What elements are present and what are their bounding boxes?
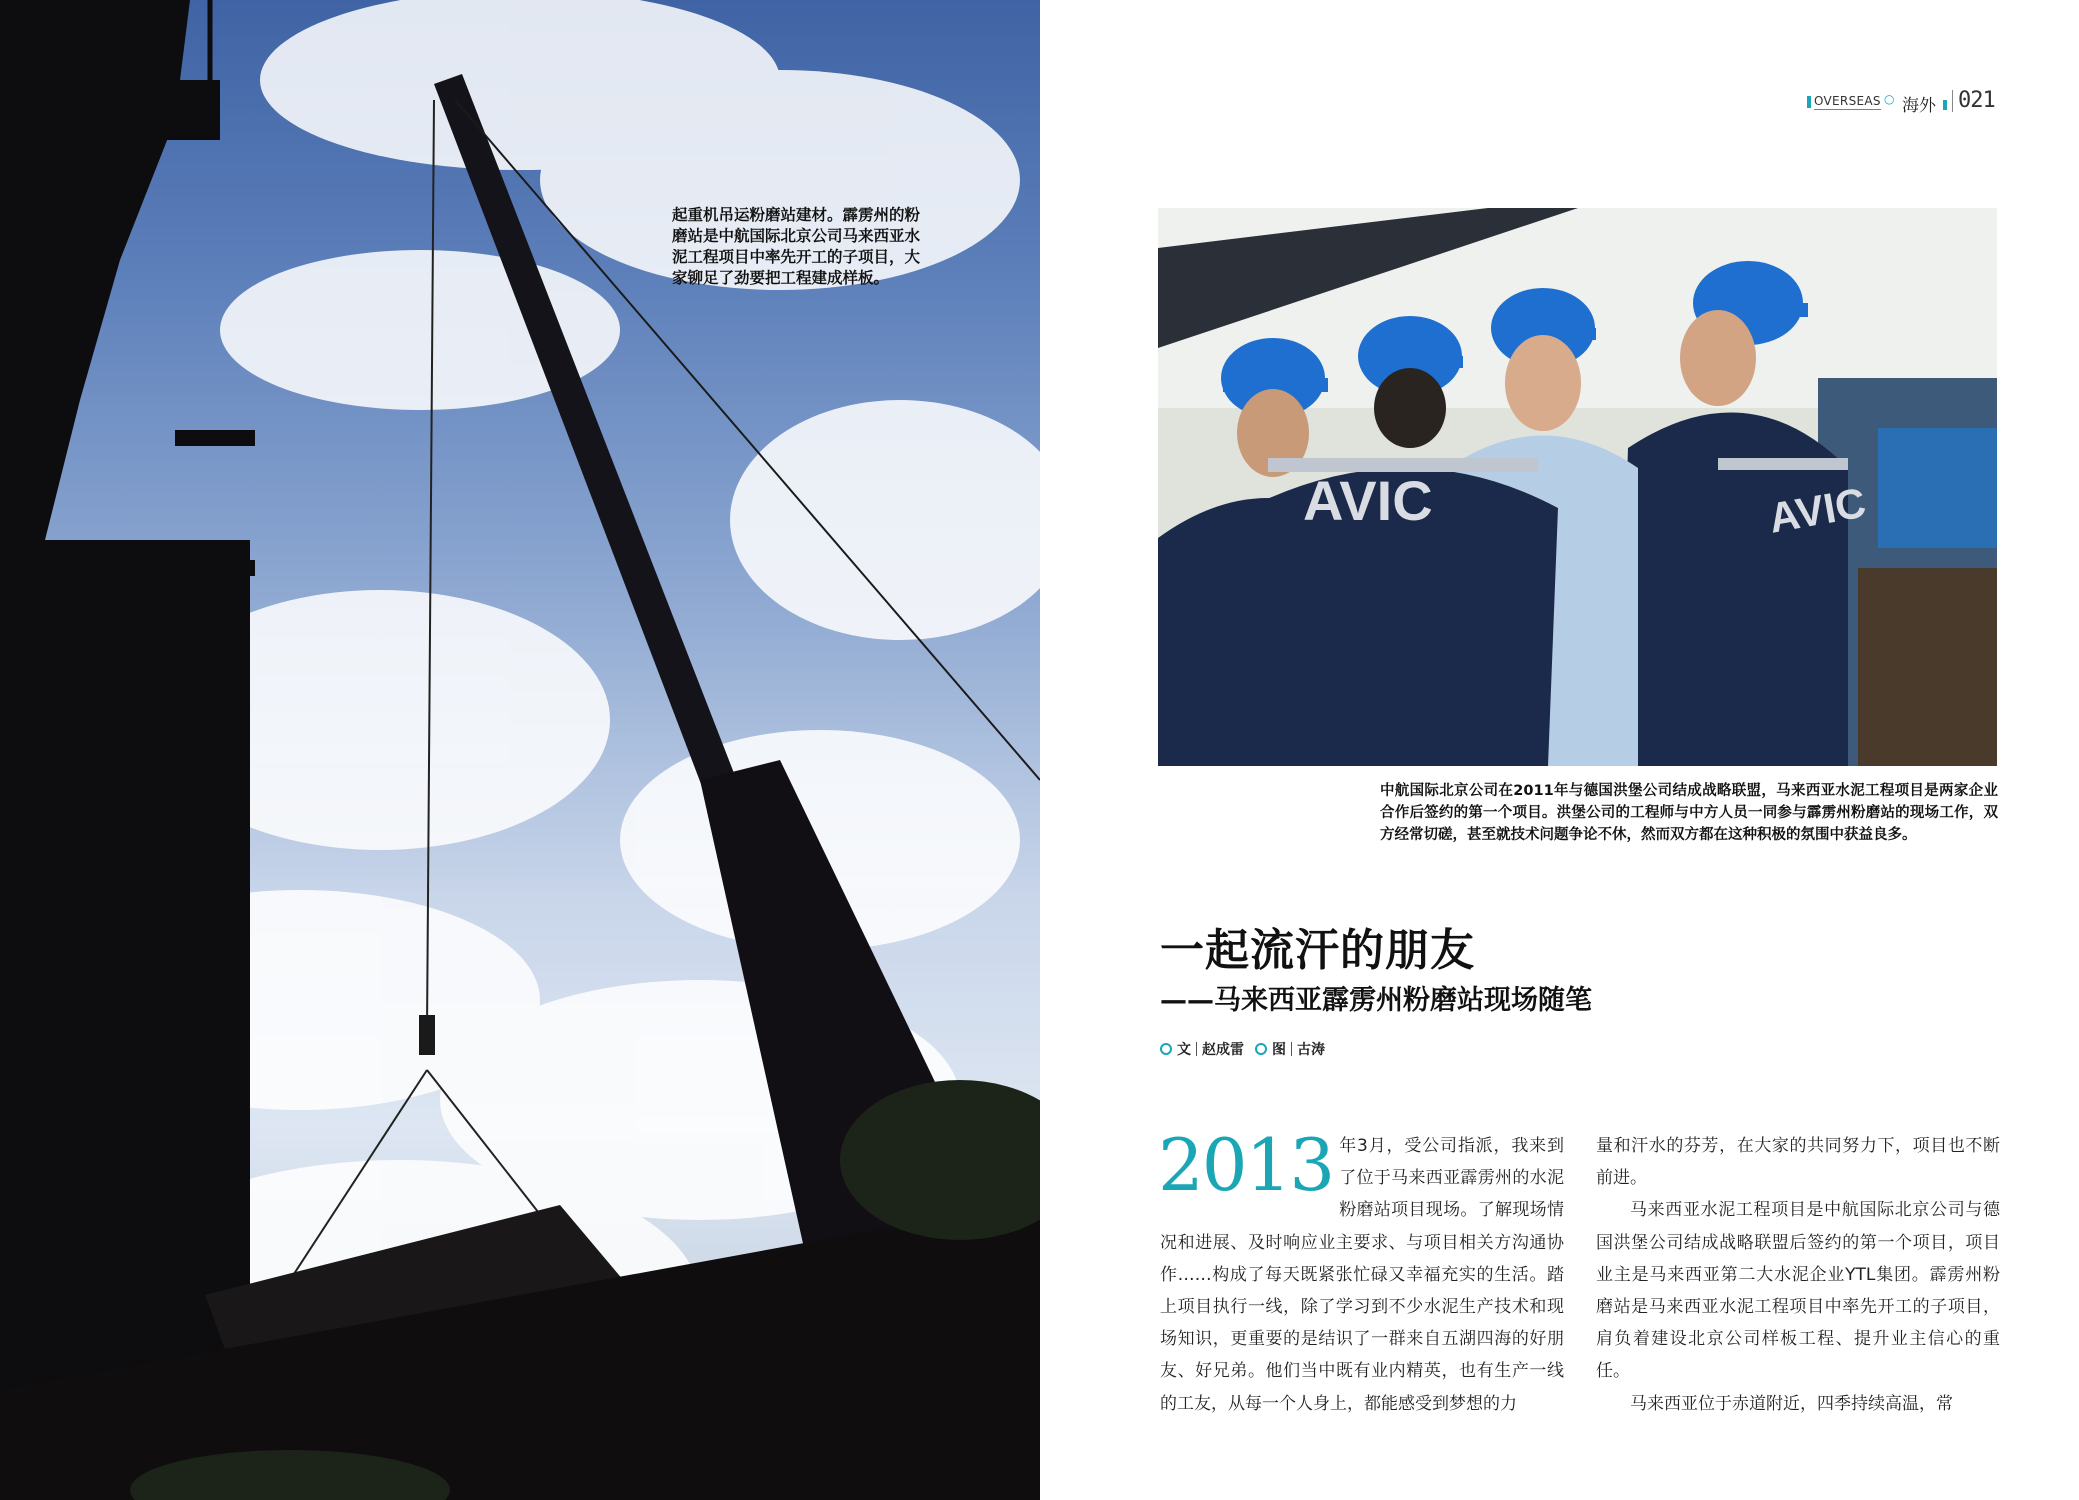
article-title: 一起流汗的朋友 xyxy=(1160,925,1475,976)
article-paragraph: 马来西亚位于赤道附近，四季持续高温，常 xyxy=(1630,1393,1953,1414)
page-number: 021 xyxy=(1958,88,1995,113)
section-label-cn: 海外 xyxy=(1902,96,1936,116)
ring-icon xyxy=(1160,1043,1172,1055)
article-paragraph: 年3月，受公司指派，我来到了位于马来西亚霹雳州的水泥粉磨站项目现场。了解现场情况和进展、及时响应业主要求、与项目相关方沟通协作……构成了每天既紧张忙碌又幸福充实的生活。踏上项目执行一线，除了学习到不少水泥生产技术和现场知识，更重要的是结识了一群来自五湖四海的好朋友、好兄弟。他们当中既有业内精英，也有生产一线的工友，从每一个人身上，都能感受到梦想的力 xyxy=(1160,1136,1564,1414)
article-column-2 xyxy=(1596,1130,2000,1420)
author-name: 赵成雷 xyxy=(1202,1042,1244,1058)
ring-icon: ○ xyxy=(1884,92,1895,106)
byline-divider xyxy=(1291,1042,1292,1056)
engineers-photo-caption: 中航国际北京公司在2011年与德国洪堡公司结成战略联盟，马来西亚水泥工程项目是两家企业合作后签约的第一个项目。洪堡公司的工程师与中方人员一同参与霹雳州粉磨站的现场工作，双方经常切磋，甚至就技术问题争论不休，然而双方都在这种积极的氛围中获益良多。 xyxy=(1380,783,1998,843)
header-divider xyxy=(1952,90,1953,112)
article-paragraph: 量和汗水的芬芳，在大家的共同努力下，项目也不断前进。 xyxy=(1596,1136,2000,1189)
article-subtitle: ——马来西亚霹雳州粉磨站现场随笔 xyxy=(1160,985,1592,1016)
photographer-name: 古涛 xyxy=(1297,1042,1325,1058)
page-header xyxy=(1790,88,2040,118)
vest-text-2: AVIC xyxy=(1765,478,1870,542)
section-marker-2 xyxy=(1943,100,1947,110)
engineers-illustration xyxy=(1158,208,1997,766)
text-label: 文 xyxy=(1177,1042,1191,1058)
vest-text-1: AVIC xyxy=(1303,469,1433,532)
section-marker xyxy=(1807,96,1811,108)
article-paragraph: 马来西亚水泥工程项目是中航国际北京公司与德国洪堡公司结成战略联盟后签约的第一个项目，项目业主是马来西亚第二大水泥企业YTL集团。霹雳州粉磨站是马来西亚水泥工程项目中率先开工的子项目，肩负着建设北京公司样板工程、提升业主信心的重任。 xyxy=(1596,1200,2000,1382)
section-label-en: OVERSEAS xyxy=(1814,94,1881,108)
engineers-photo xyxy=(1158,208,1997,766)
dropcap-year: 2013 xyxy=(1158,1123,1334,1207)
ring-icon xyxy=(1255,1043,1267,1055)
crane-photo-caption: 起重机吊运粉磨站建材。霹雳州的粉磨站是中航国际北京公司马来西亚水泥工程项目中率先开工的子项目，大家铆足了劲要把工程建成样板。 xyxy=(672,206,921,287)
byline-divider xyxy=(1196,1042,1197,1056)
article-column-1 xyxy=(1158,1123,1564,1420)
photo-label: 图 xyxy=(1272,1042,1286,1058)
byline xyxy=(1160,1039,1325,1059)
